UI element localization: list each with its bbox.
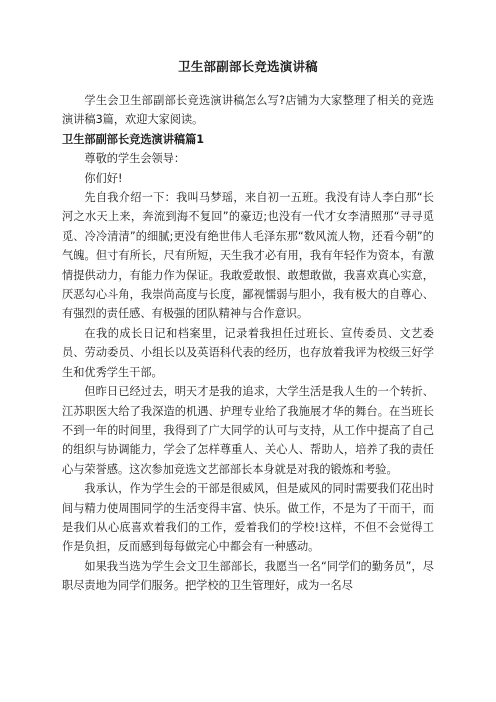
document-page — [62, 58, 434, 596]
body-paragraph: 但昨日已经过去，明天才是我的追求，大学生活是我人生的一个转折、江苏职医大给了我深造的机遇、护理专业给了我施展才华的舞台。在当班长不到一年的时间里，我得到了广大同学的认可与支持，从工作中提高了自己的组织与协调能力，学会了怎样尊重人、关心人、帮助人，培养了我的责任心与荣誉感。这次参加竞选文艺部部长本身就是对我的锻炼和考验。 — [62, 385, 434, 476]
body-paragraph: 先自我介绍一下：我叫马梦瑶，来自初一五班。我没有诗人李白那“长河之水天上来，奔流到海不复回”的豪迈;也没有一代才女李清照那“寻寻觅觅、冷冷清清”的细腻;更没有绝世伟人毛泽东那“数风流人物，还看今朝”的气魄。但寸有所长，尺有所短，天生我才必有用，我有年轻作为资本，有激情提供动力，有能力作为保证。我敢爱敢恨、敢想敢做，我喜欢真心实意，厌恶勾心斗角，我崇尚高度与长度，鄙视懦弱与胆小，我有极大的自尊心、有强烈的责任感、有极强的团队精神与合作意识。 — [62, 191, 434, 321]
body-paragraph: 在我的成长日记和档案里，记录着我担任过班长、宣传委员、文艺委员、劳动委员、小组长以及英语科代表的经历，也存放着我评为校级三好学生和优秀学生干部。 — [62, 326, 434, 379]
intro-paragraph: 学生会卫生部副部长竞选演讲稿怎么写?店铺为大家整理了相关的竞选演讲稿3篇，欢迎大家阅读。 — [62, 94, 434, 127]
document-title: 卫生部副部长竞选演讲稿 — [178, 59, 318, 74]
body-paragraph: 尊敬的学生会领导： — [84, 152, 186, 166]
body-paragraph: 如果我当选为学生会文卫生部部长，我愿当一名“同学们的勤务员”，尽职尽责地为同学们服务。把学校的卫生管理好，成为一名尽 — [62, 559, 434, 593]
section-heading: 卫生部副部长竞选演讲稿篇1 — [62, 132, 205, 146]
body-paragraph: 你们好! — [84, 171, 123, 185]
body-paragraph: 我承认，作为学生会的干部是很威风，但是威风的同时需要我们花出时间与精力使周围同学的生活变得丰富、快乐。做工作，不是为了干而干，而是我们从心底喜欢着我们的工作，爱着我们的学校!这样，不但不会觉得工作是负担，反而感到每每做完心中都会有一种感动。 — [62, 482, 434, 554]
